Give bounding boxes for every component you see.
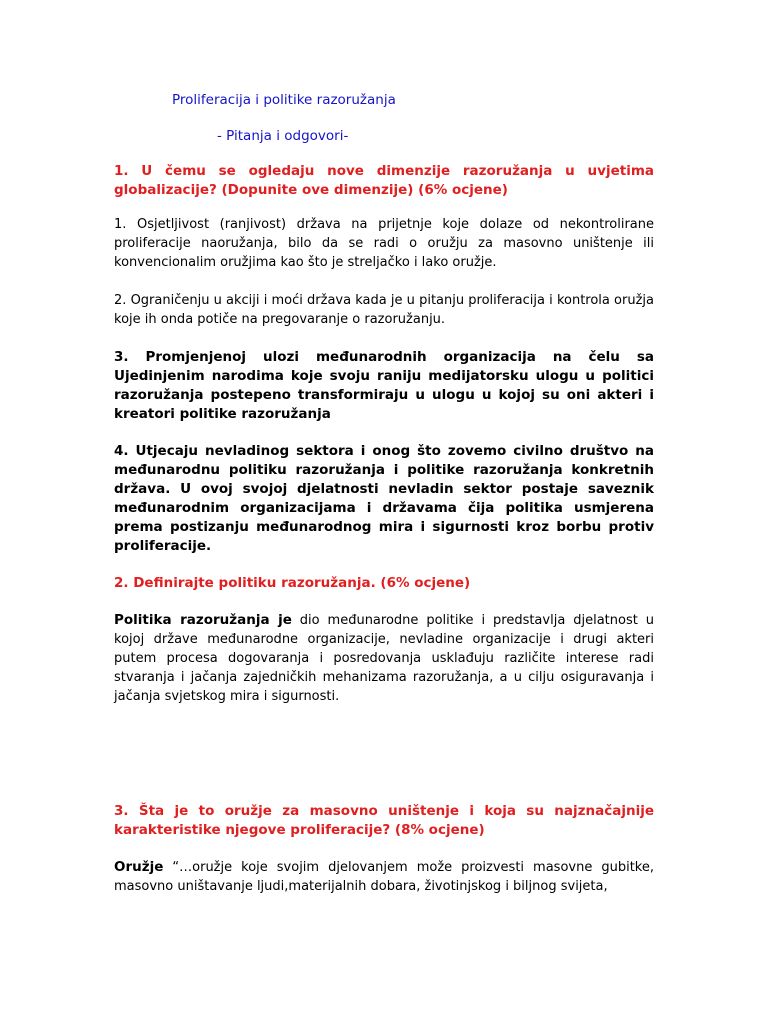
answer-3 (114, 858, 654, 896)
question-2: 2. Definirajte politiku razoružanja. (6% ocjene) (114, 575, 471, 591)
answer-2 (114, 611, 654, 706)
document-page (114, 90, 654, 896)
answer-1-point-4: 4. Utjecaju nevladinog sektora i onog što zovemo civilno društvo na međunarodnu politiku razoružanja i politike razoružanja konkretnih država. U ovoj svojoj djelatnosti nevladin sektor postaje saveznik međunarodnim organizacijama i državama čija politika usmjerena prema postizanju međunarodnog mira i sigurnosti kroz borbu protiv proliferacije. (114, 443, 654, 554)
answer-1-point-1: 1. Osjetljivost (ranjivost) država na prijetnje koje dolaze od nekontrolirane proliferacije naoružanja, bilo da se radi o oružju za masovno uništenje ili konvencionalim oružjima kao što je streljačko i lako oružje. (114, 217, 654, 270)
answer-1-point-2: 2. Ograničenju u akciji i moći država kada je u pitanju proliferacija i kontrola oružja koje ih onda potiče na pregovaranje o razoružanju. (114, 293, 654, 327)
answer-2-term: Politika razoružanja je (114, 612, 292, 628)
document-title: Proliferacija i politike razoružanja (172, 92, 396, 108)
answer-1-point-3: 3. Promjenjenoj ulozi međunarodnih organizacija na čelu sa Ujedinjenim narodima koje svoju raniju medijatorsku ulogu u politici razoružanja postepeno transformiraju u ulogu u kojoj su oni akteri i kreatori politike razoružanja (114, 349, 654, 422)
answer-3-term: Oružje (114, 859, 164, 875)
document-subtitle: - Pitanja i odgovori- (217, 128, 349, 144)
question-1: 1. U čemu se ogledaju nove dimenzije razoružanja u uvjetima globalizacije? (Dopunite ove dimenzije) (6% ocjene) (114, 163, 654, 198)
answer-3-text: “…oružje koje svojim djelovanjem može proizvesti masovne gubitke, masovno uništavanje ljudi,materijalnih dobara, životinjskog i biljnog svijeta, (114, 860, 654, 894)
answer-2-text: dio međunarodne politike i predstavlja djelatnost u kojoj države međunarodne organizacije, nevladine organizacije i drugi akteri putem procesa dogovaranja i posredovanja usklađuju različite interese radi stvaranja i jačanja zajedničkih mehanizama razoružanja, a u cilju osiguravanja i jačanja svjetskog mira i sigurnosti. (114, 613, 654, 704)
question-3: 3. Šta je to oružje za masovno uništenje i koja su najznačajnije karakteristike njegove proliferacije? (8% ocjene) (114, 803, 654, 838)
